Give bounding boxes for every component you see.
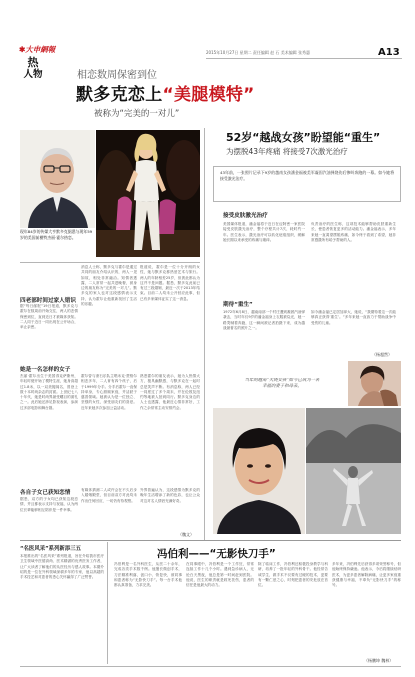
murdoch-photo xyxy=(20,130,95,228)
side-sub-heading-1: 接受皮肤激光治疗 xyxy=(223,213,268,219)
main-deck: 被称为“完美的一对儿” xyxy=(94,109,180,119)
main-body-col2-c: 有媒体猜测二人或许会在不久后步入婚姻殿堂，但目前双方对此均未作出任何回应，一切仍有待观察。 xyxy=(81,488,137,503)
side-lead-text: 43年前，一张照片记录下9岁的越南女孩潘金福被美军凝固汽油弹烧伤后惨叫奔跑的一幕。如今她将接受激光治疗。 xyxy=(220,170,394,181)
photo-rule xyxy=(20,262,200,263)
main-sub-heading-3: 各自子女已获知恋情 xyxy=(20,490,71,496)
main-body-col3-b: 熟悉霍尔的朋友表示，她为人热情大方，极具幽默感，与默多克在一起时总是笑声不断。有消息称，两人已经一同度过了多个周末，并在伦敦及纽约等地被人拍到同行。默多克身边的人士也透露，他最近心情非常好，工作之余常常主动安排约会。 xyxy=(140,374,200,410)
main-kicker: 相恋数周保密到位 xyxy=(77,70,157,81)
column-separator xyxy=(204,128,205,540)
side-lead-box xyxy=(213,166,401,202)
side-body-col1-a: 美国媒体报道，潘金福将于近日在迈阿密一家医院接受皮肤激光治疗，整个疗程共计7次，耗时约一年。医生表示，激光治疗可以软化疤痕组织，缓解她长期以来承受的疼痛与瘙痒。 xyxy=(223,222,305,242)
side-headline: 52岁“越战女孩”盼望能“重生” xyxy=(226,131,381,144)
kim-phuc-portrait-photo xyxy=(213,408,305,534)
side-byline: （杨超然） xyxy=(372,352,392,357)
bottom-body-col3: 除了临床工作，冯伯利还积极投身教学与科研，培养了一批年轻的外科骨干。他经常告诫学生，做手术不仅要有过硬的技术，更要有一颗仁爱之心，时刻把患者的安危放在首位。 xyxy=(258,562,328,588)
war-photo xyxy=(306,408,401,534)
main-body-col1-a: 据“每日邮报”19日报道，默多克与霍尔在数周前开始交往，两人的恋情保密到位，直到近日才被媒体获知。二人同于近日一同出现在公开场合，举止亲密。 xyxy=(20,304,78,330)
jerry-hall-photo xyxy=(96,130,200,257)
bottom-left-body: 本报推出的“名医风采”系列报道，旨在介绍我市医疗卫生领域中医德高尚、医术精湛的优秀医务工作者，让广大读者了解他们的从医经历与感人故事。本期介绍的是一位在外科领域深耕多年的专家，他以高超的手术技艺和对患者的悉心关怀赢得了广泛赞誉。 xyxy=(20,554,104,580)
main-body-col2-b: 霍尔曾与滚石乐队主唱米克·贾格尔相恋多年，二人育有四个孩子，后于1999年分手。分手后霍尔一直保持单身，专心照顾家庭，并活跃于慈善领域。她被认为是一位独立、坚强的女性，深受朋友们的喜爱。近年来她多次参加公益活动。 xyxy=(81,374,137,410)
main-body-col3-a: 报道说，霍尔是一位十分开朗的女性，她与默多克都热爱艺术与旅行。两人的年龄相差25岁，但彼此都认为这并不是问题。据悉，默多克此前已有过三段婚姻，最近一次于2013年结束。目前二人均未公开回应此事，但已有多家媒体证实了这一消息。 xyxy=(140,265,200,301)
side-photo-caption: 当年的越南“火烧女孩”如今已成为一名幸福的妻子和母亲。 xyxy=(244,378,320,389)
main-body-col1-c: 据悉，双方的子女均已获知这段恋情，并且都表示支持与祝福，认为两位长辈能够相互陪伴是一件幸事。 xyxy=(20,497,78,512)
main-sub-heading-1-display: 四老部时间过家人错识 xyxy=(20,298,76,304)
main-body-col2-a: 消息人士称，默多克与霍尔是通过共同的朋友介绍认识的，两人一见如故，相处非常融洽。知情者透露，二人常常一起共进晚餐，被身边的朋友称为“完美的一对儿”。默多克的家人也对这段感情表示支持，认为霍尔让他重新找回了生活的乐趣。 xyxy=(81,265,137,307)
main-body-col3-c: 外界普遍认为，这段感情为默多克的晚年生活增添了新的色彩，也让公众对这对名人情侣充满好奇。 xyxy=(140,488,200,503)
main-sub-heading-2: 她是一名怎样的女子 xyxy=(20,367,71,373)
main-byline: （魏文） xyxy=(178,532,194,537)
date-line: 2015年10月27日 星期二 责任编辑 赵 石 美术编辑 张秀惠 xyxy=(206,50,310,55)
page-bottom-rule xyxy=(20,666,401,667)
bottom-body-col4: 多年来，冯伯利先后获得多项荣誉称号，但他始终保持谦逊。他表示，今后将继续钻研医术，为更多患者解除病痛，让更多家庭重获健康与幸福，不辜负“无影快刀手”的称号。 xyxy=(332,562,401,588)
bottom-section-rule xyxy=(20,540,401,541)
section-label: 热 人物 xyxy=(23,56,43,80)
kim-phuc-small-photo xyxy=(348,361,401,406)
paper-logo: ✱大申網報 xyxy=(19,45,56,54)
side-body-col1-b: 1972年6月8日，越南南部一个村庄遭到凝固汽油弹袭击，当时年仅9岁的潘金福身上衣服被烧光，她一路哭喊着奔跑，这一瞬间被记者拍摄下来，成为越战最著名的照片之一。 xyxy=(223,310,305,330)
side-sub-heading-2: 期待“重生” xyxy=(223,302,253,308)
masthead-rule xyxy=(206,58,402,59)
page-number: A13 xyxy=(378,47,400,58)
main-photo-caption: 现年84岁的传媒大亨默多克据悉与现年59岁的美国前模特杰丽·霍尔热恋。 xyxy=(20,229,93,240)
side-body-col2-a: 负责治疗的医生称，这项技术能够帮助皮肤重新生长，使患者恢复更多的活动能力。潘金福表示，多年来她一直渴望摆脱疼痛，如今终于看到了希望，她非常感激所有给予帮助的人。 xyxy=(311,222,396,242)
bottom-body-col1: 冯伯利是一名外科医生，从医二十余年，完成各类手术数千例。他擅长微创手术，刀法精准利落，创口小、恢复快，被同事和患者称为“无影快刀手”。每一台手术他都认真准备，力求完美。 xyxy=(114,562,182,588)
bottom-headline: 冯伯利——“无影快刀手” xyxy=(157,548,276,560)
star-icon: ✱ xyxy=(19,45,26,54)
main-headline: 默多克恋上“美腿模特” xyxy=(76,85,255,105)
bottom-byline: （杨鹏坤 魏林） xyxy=(364,658,394,663)
side-body-col2-b: 如今潘金福已定居加拿大，她说，“我期待着这一次能够真正获得‘重生’。”多年来她一直致力于帮助战争中受伤的儿童。 xyxy=(311,310,396,325)
masthead xyxy=(0,0,415,84)
bottom-left-box xyxy=(20,542,108,664)
main-body-col1-b: 杰丽·霍尔出生于美国得克萨斯州，年轻时便开始了模特生涯，她身高超过1.8米，以一双美腿闻名，曾登上数十本时尚杂志的封面。上世纪七八十年代，她是时尚界最受瞩目的面孔之一。此后她还涉足影视表演，参演过多部电影和舞台剧。 xyxy=(20,374,78,410)
bottom-left-title: “名医风采”系列新添三五 xyxy=(20,546,81,552)
side-deck: 为摆脱43年疼痛 将接受7次激光治疗 xyxy=(226,147,348,156)
bottom-body-col2: 在同事眼中，冯伯利是一个工作狂，常常连续工作十几个小时。遇到急诊病人，无论白天黑夜，他总是第一时间赶到医院。他说，医生的职责就是救死扶伤，患者的信任是他最大的动力。 xyxy=(186,562,254,588)
